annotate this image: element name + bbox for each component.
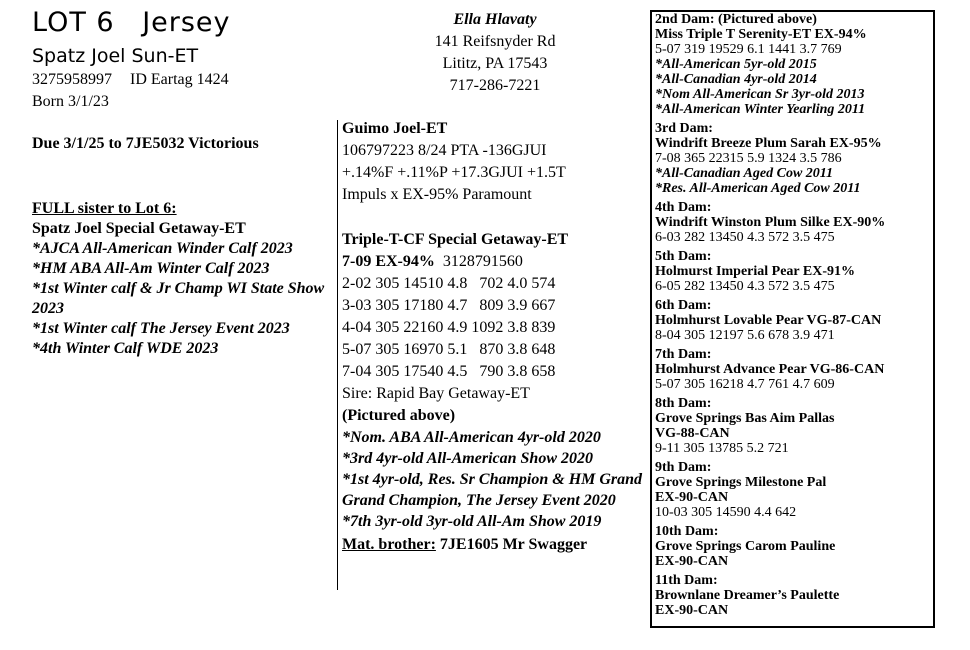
owner-address-line1: 141 Reifsnyder Rd <box>434 33 556 50</box>
dam-heading: 5th Dam: <box>655 249 712 264</box>
dam-heading: 8th Dam: <box>655 396 712 411</box>
dam-record: 2-02 305 14510 4.8 702 4.0 574 <box>342 275 556 292</box>
full-sister-achievement: *1st Winter calf The Jersey Event 2023 <box>32 320 290 337</box>
full-sister-section <box>32 199 337 359</box>
dam-record: 5-07 319 19529 6.1 1441 3.7 769 <box>655 42 842 57</box>
lot-number: LOT 6 <box>32 7 115 38</box>
fifth-dam <box>655 249 935 294</box>
maternal-brother <box>342 534 647 556</box>
dam-name: Holmurst Imperial Pear EX-91% <box>655 264 855 279</box>
full-sister-achievement: *AJCA All-American Winder Calf 2023 <box>32 240 293 257</box>
sire-pedigree: Impuls x EX-95% Paramount <box>342 186 532 203</box>
second-dam <box>655 12 935 117</box>
sire-name: Guimo Joel-ET <box>342 120 448 137</box>
animal-name: Spatz Joel Sun-ET <box>32 45 199 67</box>
dam-heading: 10th Dam: <box>655 524 719 539</box>
dam-name: Holmhurst Advance Pear VG-86-CAN <box>655 362 885 377</box>
owner-block <box>400 9 590 97</box>
dam-record: 8-04 305 12197 5.6 678 3.9 471 <box>655 328 835 343</box>
dam-achievement: *Nom. ABA All-American 4yr-old 2020 <box>342 429 601 446</box>
animal-registration <box>32 69 229 91</box>
dam-name: Grove Springs Carom Pauline <box>655 539 836 554</box>
eartag-id: ID Eartag 1424 <box>130 71 229 88</box>
seventh-dam <box>655 347 935 392</box>
sire-proof: 106797223 8/24 PTA -136GJUI <box>342 142 547 159</box>
dam-pictured-note: (Pictured above) <box>342 407 456 424</box>
sire-traits: +.14%F +.11%P +17.3GJUI +1.5T <box>342 164 566 181</box>
dam-achievement: *7th 3yr-old 3yr-old All-Am Show 2019 <box>342 513 602 530</box>
dam-classification: VG-88-CAN <box>655 426 730 441</box>
birth-date: Born 3/1/23 <box>32 93 109 110</box>
dam-classification: 7-09 EX-94% <box>342 253 435 270</box>
dam-record: 5-07 305 16218 4.7 761 4.7 609 <box>655 377 835 392</box>
dam-name: Windrift Breeze Plum Sarah EX-95% <box>655 136 882 151</box>
dam-record: 5-07 305 16970 5.1 870 3.8 648 <box>342 341 556 358</box>
dam-achievement: *3rd 4yr-old All-American Show 2020 <box>342 450 593 467</box>
dam-record: 7-08 365 22315 5.9 1324 3.5 786 <box>655 151 842 166</box>
dam-sire: Sire: Rapid Bay Getaway-ET <box>342 385 530 402</box>
full-sister-achievement: *HM ABA All-Am Winter Calf 2023 <box>32 260 270 277</box>
lot-breed: Jersey <box>142 7 231 38</box>
owner-address-line2: Lititz, PA 17543 <box>442 55 548 72</box>
due-date: Due 3/1/25 to 7JE5032 Victorious <box>32 135 259 152</box>
dam-name: Holmhurst Lovable Pear VG-87-CAN <box>655 313 882 328</box>
dam-record: 6-03 282 13450 4.3 572 3.5 475 <box>655 230 835 245</box>
dam-record: 3-03 305 17180 4.7 809 3.9 667 <box>342 297 556 314</box>
third-dam <box>655 121 935 196</box>
dam-name: Miss Triple T Serenity-ET EX-94% <box>655 27 867 42</box>
dam-achievement: *All-Canadian Aged Cow 2011 <box>655 166 834 181</box>
dam-section <box>342 229 647 556</box>
dam-achievement: *1st 4yr-old, Res. Sr Champion & HM Grand Grand Champion, The Jersey Event 2020 <box>342 471 643 509</box>
lot-title <box>32 6 231 40</box>
column-divider <box>337 120 338 590</box>
dam-achievement: *Res. All-American Aged Cow 2011 <box>655 181 861 196</box>
owner-name: Ella Hlavaty <box>453 11 537 28</box>
dam-heading: 4th Dam: <box>655 200 712 215</box>
dam-name: Grove Springs Milestone Pal <box>655 475 827 490</box>
dam-record: 6-05 282 13450 4.3 572 3.5 475 <box>655 279 835 294</box>
dam-name: Windrift Winston Plum Silke EX-90% <box>655 215 886 230</box>
sixth-dam <box>655 298 935 343</box>
dam-record: 7-04 305 17540 4.5 790 3.8 658 <box>342 363 556 380</box>
tenth-dam <box>655 524 935 569</box>
dam-heading: 6th Dam: <box>655 298 712 313</box>
eighth-dam <box>655 396 935 456</box>
sire-section <box>342 118 642 206</box>
full-sister-achievement: *1st Winter calf & Jr Champ WI State Show 2023 <box>32 280 325 317</box>
dam-classification: EX-90-CAN <box>655 603 729 618</box>
registration-number: 3275958997 <box>32 71 112 88</box>
maternal-brother-name: 7JE1605 Mr Swagger <box>435 536 588 553</box>
owner-phone: 717-286-7221 <box>449 77 541 94</box>
dam-classification: EX-90-CAN <box>655 490 729 505</box>
dam-achievement: *All-American Winter Yearling 2011 <box>655 102 866 117</box>
maternal-brother-label: Mat. brother: <box>342 536 436 553</box>
dam-name: Grove Springs Bas Aim Pallas <box>655 411 835 426</box>
full-sister-achievement: *4th Winter Calf WDE 2023 <box>32 340 219 357</box>
full-sister-name: Spatz Joel Special Getaway-ET <box>32 220 246 237</box>
dam-record: 9-11 305 13785 5.2 721 <box>655 441 789 456</box>
dam-achievement: *All-Canadian 4yr-old 2014 <box>655 72 817 87</box>
dam-heading: 11th Dam: <box>655 573 718 588</box>
dam-heading: 2nd Dam: (Pictured above) <box>655 12 817 27</box>
dam-classification: EX-90-CAN <box>655 554 729 569</box>
full-sister-heading: FULL sister to Lot 6: <box>32 200 177 217</box>
dam-classification-line <box>342 251 647 273</box>
dam-achievement: *All-American 5yr-old 2015 <box>655 57 817 72</box>
dam-record: 4-04 305 22160 4.9 1092 3.8 839 <box>342 319 556 336</box>
dam-name: Brownlane Dreamer’s Paulette <box>655 588 840 603</box>
dam-heading: 3rd Dam: <box>655 121 713 136</box>
dam-heading: 9th Dam: <box>655 460 712 475</box>
dam-achievement: *Nom All-American Sr 3yr-old 2013 <box>655 87 865 102</box>
pedigree-list <box>655 12 935 622</box>
ninth-dam <box>655 460 935 520</box>
dam-record: 10-03 305 14590 4.4 642 <box>655 505 797 520</box>
fourth-dam <box>655 200 935 245</box>
dam-name: Triple-T-CF Special Getaway-ET <box>342 231 569 248</box>
dam-heading: 7th Dam: <box>655 347 712 362</box>
dam-registration: 3128791560 <box>442 253 523 270</box>
eleventh-dam <box>655 573 935 618</box>
